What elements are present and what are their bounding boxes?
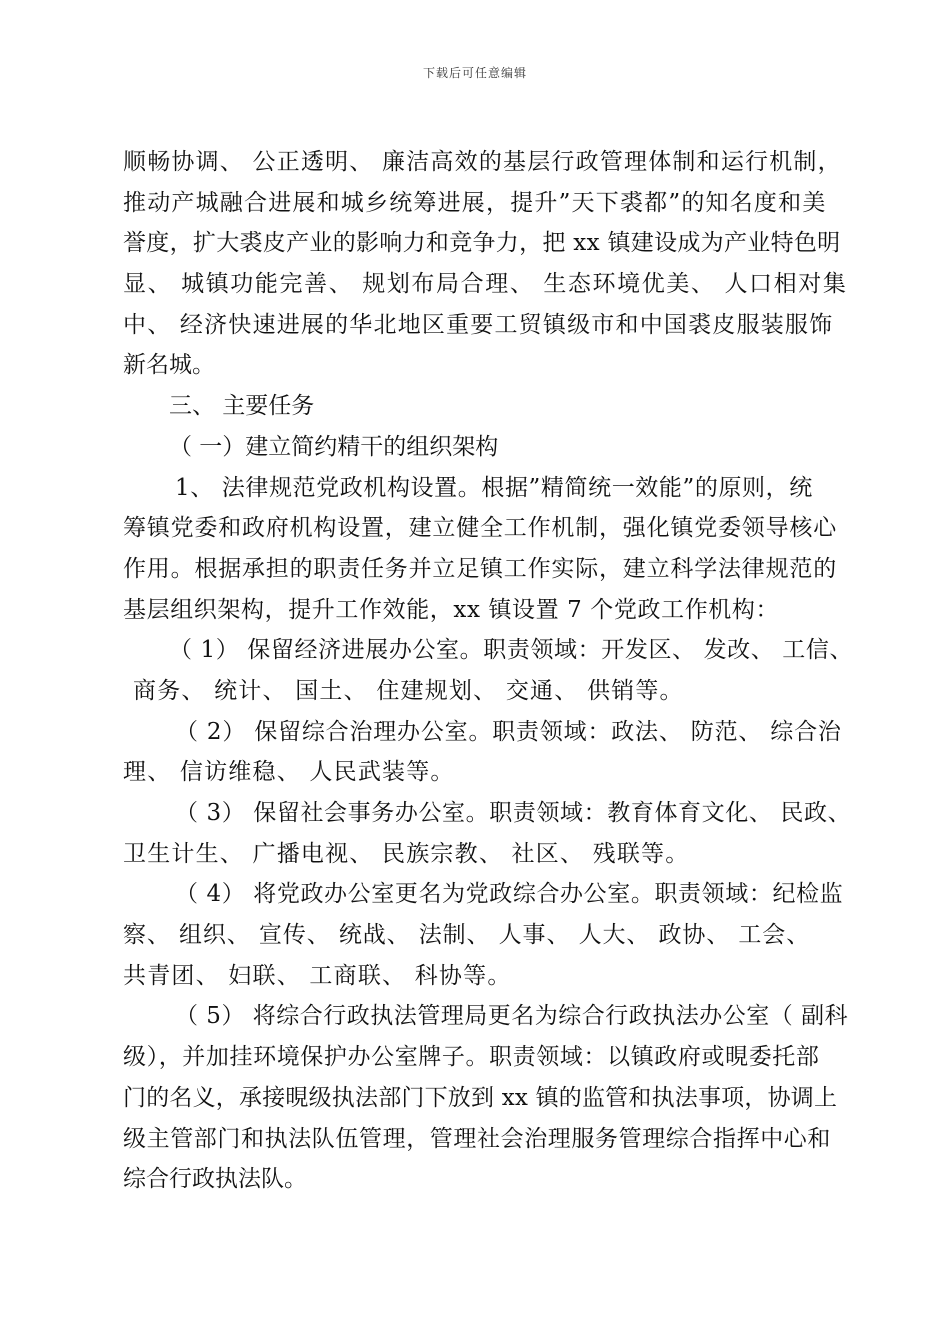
list-item-line: 共青团、 妇联、 工商联、 科协等。 — [123, 962, 512, 989]
paragraph-line: 1、 法律规范党政机构设置。根据”精简统一效能”的原则，统 — [175, 474, 813, 501]
paragraph-line: 显、 城镇功能完善、 规划布局合理、 生态环境优美、 人口相对集 — [123, 271, 848, 298]
page-header-note: 下载后可任意编辑 — [422, 66, 527, 80]
list-item-line: 商务、 统计、 国土、 住建规划、 交通、 供销等。 — [133, 677, 684, 704]
paragraph-line: 顺畅协调、 公正透明、 廉洁高效的基层行政管理体制和运行机制， — [123, 149, 842, 175]
section-heading: 三、 主要任务 — [169, 393, 315, 420]
paragraph-line: 基层组织架构，提升工作效能，xx 镇设置 7 个党政工作机构： — [123, 596, 780, 623]
list-item-line: 门的名义，承接晛级执法部门下放到 xx 镇的监管和执法事项，协调上 — [123, 1084, 838, 1111]
list-item-line: 级），并加挂环境保护办公室牌子。职责领域：以镇政府或晛委托部 — [123, 1044, 820, 1071]
paragraph-line: 筹镇党委和政府机构设置，建立健全工作机制，强化镇党委领导核心 — [123, 515, 837, 542]
list-item-line: 察、 组织、 宣传、 统战、 法制、 人事、 人大、 政协、 工会、 — [123, 922, 811, 949]
paragraph-line: 中、 经济快速进展的华北地区重要工贸镇级市和中国裘皮服装服饰 — [123, 311, 834, 338]
list-item-line: （ 4） 将党政办公室更名为党政综合办公室。职责领域：纪检监 — [175, 881, 844, 908]
list-item-line: （ 1） 保留经济进展办公室。职责领域：开发区、 发改、 工信、 — [169, 637, 854, 664]
paragraph-line: 作用。根据承担的职责任务并立足镇工作实际，建立科学法律规范的 — [123, 555, 837, 582]
list-item-line: （ 2） 保留综合治理办公室。职责领域：政法、 防范、 综合治 — [175, 718, 842, 745]
list-item-line: （ 5） 将综合行政执法管理局更名为综合行政执法办公室（ 副科 — [175, 1003, 849, 1030]
paragraph-line: 新名城。 — [123, 352, 215, 379]
subsection-heading: （ 一）建立简约精干的组织架构 — [169, 433, 499, 460]
list-item-line: 级主管部门和执法队伍管理，管理社会治理服务管理综合指挥中心和 — [123, 1125, 831, 1152]
paragraph-line: 誉度，扩大裘皮产业的影响力和竞争力，把 xx 镇建设成为产业特色明 — [123, 230, 841, 257]
paragraph-line: 推动产城融合进展和城乡统筹进展，提升”天下裘都”的知名度和美 — [123, 189, 827, 216]
list-item-line: 理、 信访维稳、 人民武装等。 — [123, 759, 455, 786]
list-item-line: 综合行政执法队。 — [123, 1166, 307, 1193]
list-item-line: 卫生计生、 广播电视、 民族宗教、 社区、 残联等。 — [123, 840, 690, 867]
document-body — [123, 142, 854, 1200]
list-item-line: （ 3） 保留社会事务办公室。职责领域：教育体育文化、 民政、 — [175, 800, 852, 826]
